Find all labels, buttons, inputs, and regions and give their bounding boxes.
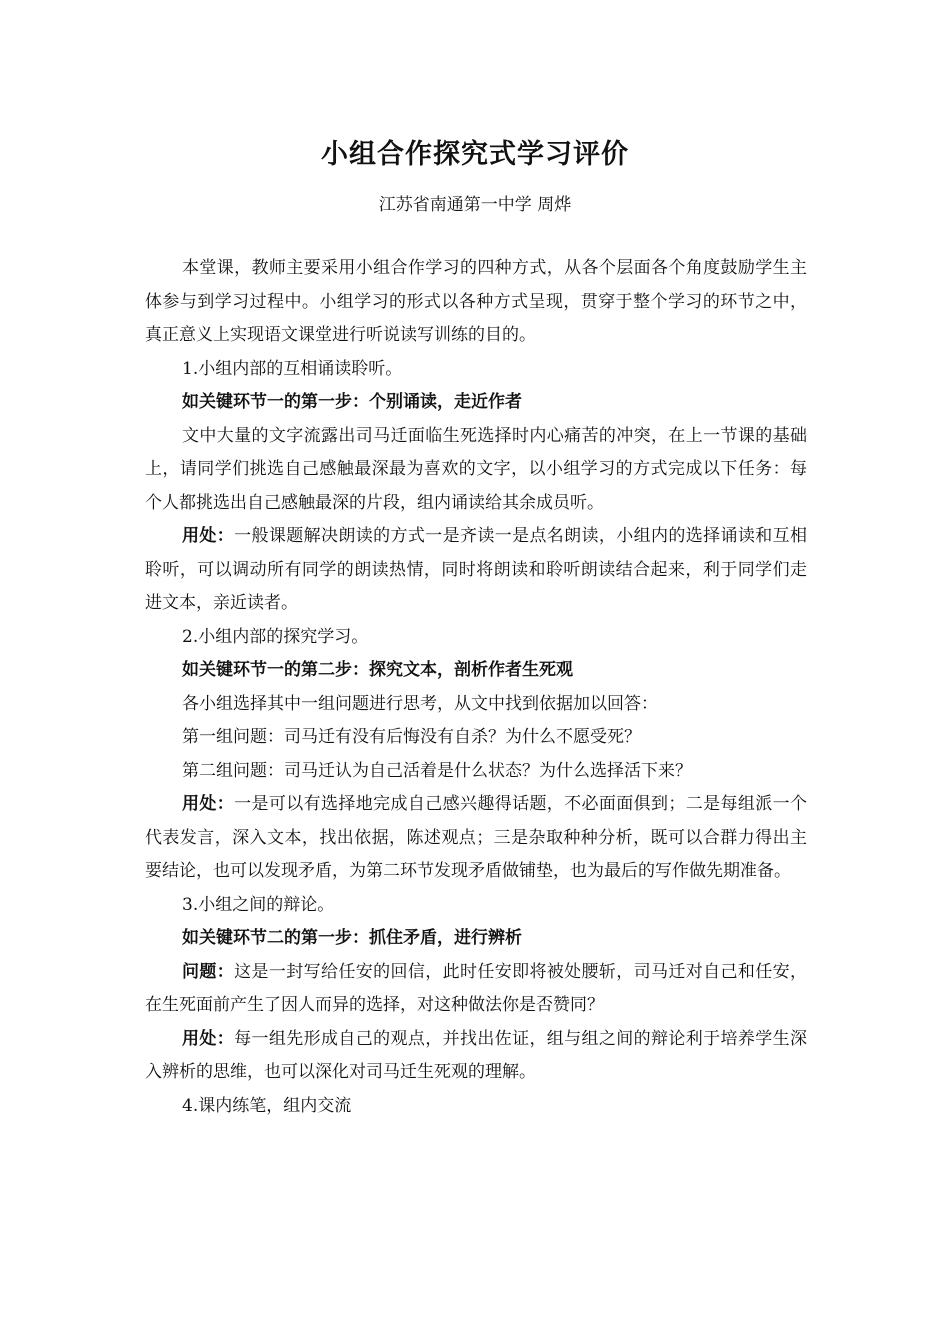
section3-step: 如关键环节二的第一步：抓住矛盾，进行辨析: [182, 928, 522, 948]
section1-use-text: 一般课题解决朗读的方式一是齐读一是点名朗读，小组内的选择诵读和互相聆听，可以调动所有同学的朗读热情，同时将朗读和聆听朗读结合起来，利于同学们走进文本，亲近读者。: [145, 526, 808, 613]
section1-use: [145, 520, 807, 621]
section2-title: 2.小组内部的探究学习。: [182, 626, 369, 647]
section3-use: [145, 1023, 807, 1090]
section1-text: 文中大量的文字流露出司马迁面临生死选择时内心痛苦的冲突，在上一节课的基础上，请同学们挑选自己感触最深最为喜欢的文字，以小组学习的方式完成以下任务：每个人都挑选出自己感触最深的片段，组内诵读给其余成员听。: [145, 425, 807, 513]
document-title: 小组合作探究式学习评价: [321, 139, 629, 170]
section3-question-text: 这是一封写给任安的回信，此时任安即将被处腰斩，司马迁对自己和任安，在生死面前产生了因人而异的选择，对这种做法你是否赞同？: [145, 961, 808, 1015]
section3-question-label: 问题：: [182, 961, 235, 982]
section3-use-text: 每一组先形成自己的观点，并找出佐证，组与组之间的辩论利于培养学生深入辨析的思维，也可以深化对司马迁生死观的理解。: [145, 1028, 808, 1082]
section2-use-label: 用处：: [182, 794, 235, 814]
section1-step: 如关键环节一的第一步：个别诵读，走近作者: [182, 392, 522, 412]
section2-step: 如关键环节一的第二步：探究文本，剖析作者生死观: [182, 660, 573, 680]
section2-use-text: 一是可以有选择地完成自己感兴趣得话题，不必面面俱到；二是每组派一个代表发言，深入文本，找出依据，陈述观点；三是杂取种种分析，既可以合群力得出主要结论，也可以发现矛盾，为第二环节发现矛盾做铺垫，也为最后的写作做先期准备。: [145, 794, 808, 881]
section2-question-2: 第二组问题：司马迁认为自己活着是什么状态？为什么选择活下来？: [182, 760, 692, 781]
section4-title: 4.课内练笔，组内交流: [182, 1095, 352, 1116]
document-body: [145, 252, 807, 1123]
intro-paragraph: 本堂课，教师主要采用小组合作学习的四种方式，从各个层面各个角度鼓励学生主体参与到学习过程中。小组学习的形式以各种方式呈现，贯穿于整个学习的环节之中，真正意义上实现语文课堂进行听说读写训练的目的。: [145, 258, 807, 345]
section1-use-label: 用处：: [182, 526, 235, 546]
section3-question: [145, 956, 807, 1023]
document-author: 江苏省南通第一中学 周烨: [378, 195, 572, 215]
section3-title: 3.小组之间的辩论。: [182, 894, 335, 915]
section2-text: 各小组选择其中一组问题进行思考，从文中找到依据加以回答：: [182, 693, 658, 714]
section2-use: [145, 788, 807, 889]
section3-use-label: 用处：: [182, 1028, 235, 1049]
section1-title: 1.小组内部的互相诵读聆听。: [182, 358, 403, 379]
section2-question-1: 第一组问题：司马迁有没有后悔没有自杀？为什么不愿受死？: [182, 727, 641, 747]
